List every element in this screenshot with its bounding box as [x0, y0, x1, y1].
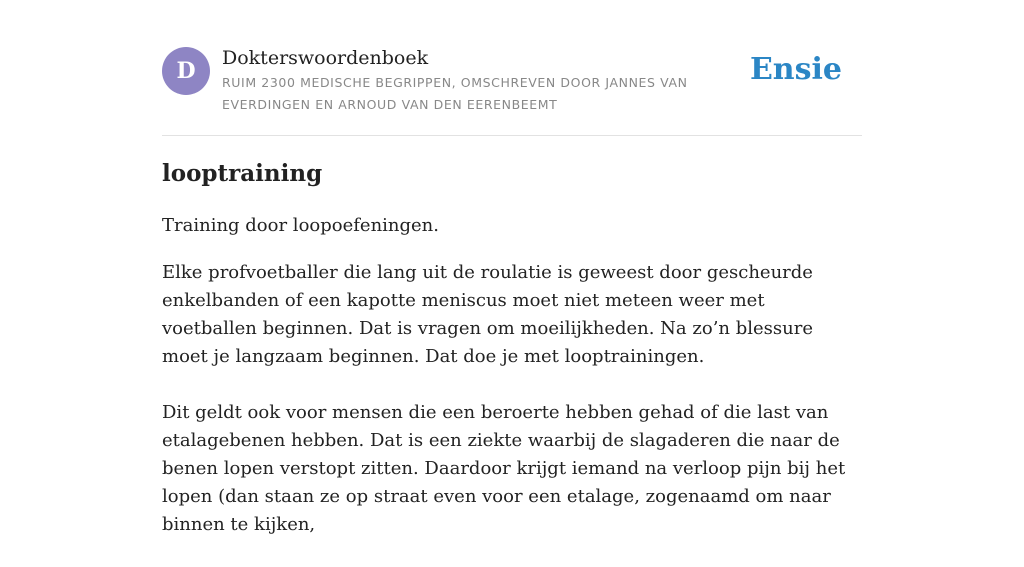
source-description: RUIM 2300 MEDISCHE BEGRIPPEN, OMSCHREVEN DOOR JANNES VAN EVERDINGEN EN ARNOUD VAN DEN EERENBEEMT	[222, 75, 688, 112]
page	[162, 0, 862, 535]
source-name[interactable]: Dokterswoordenboek	[222, 47, 429, 69]
source-avatar[interactable]: D	[162, 47, 210, 95]
ensie-logo[interactable]: Ensie	[749, 52, 842, 87]
entry-paragraph-1: Elke profvoetballer die lang uit de roulatie is geweest door gescheurde enkelbanden of een kapotte meniscus moet niet meteen weer met voetballen beginnen. Dat is vragen om moeilijkheden. Na zo’n blessure moet je langzaam beginnen. Dat doe je met looptrainingen.	[162, 262, 813, 367]
source-header	[162, 0, 862, 136]
entry-paragraph-2: Dit geldt ook voor mensen die een beroerte hebben gehad of die last van etalagebenen hebben. Dat is een ziekte waarbij de slagaderen die naar de benen lopen verstopt zitten. Daardoor krijgt iemand na verloop pijn bij het lopen (dan staan ze op straat even voor een etalage, zogenaamd om naar binnen te kijken,	[162, 402, 846, 535]
entry-term: looptraining	[162, 160, 323, 187]
entry-body	[162, 259, 862, 567]
entry-definition: Training door loopoefeningen.	[162, 215, 439, 236]
